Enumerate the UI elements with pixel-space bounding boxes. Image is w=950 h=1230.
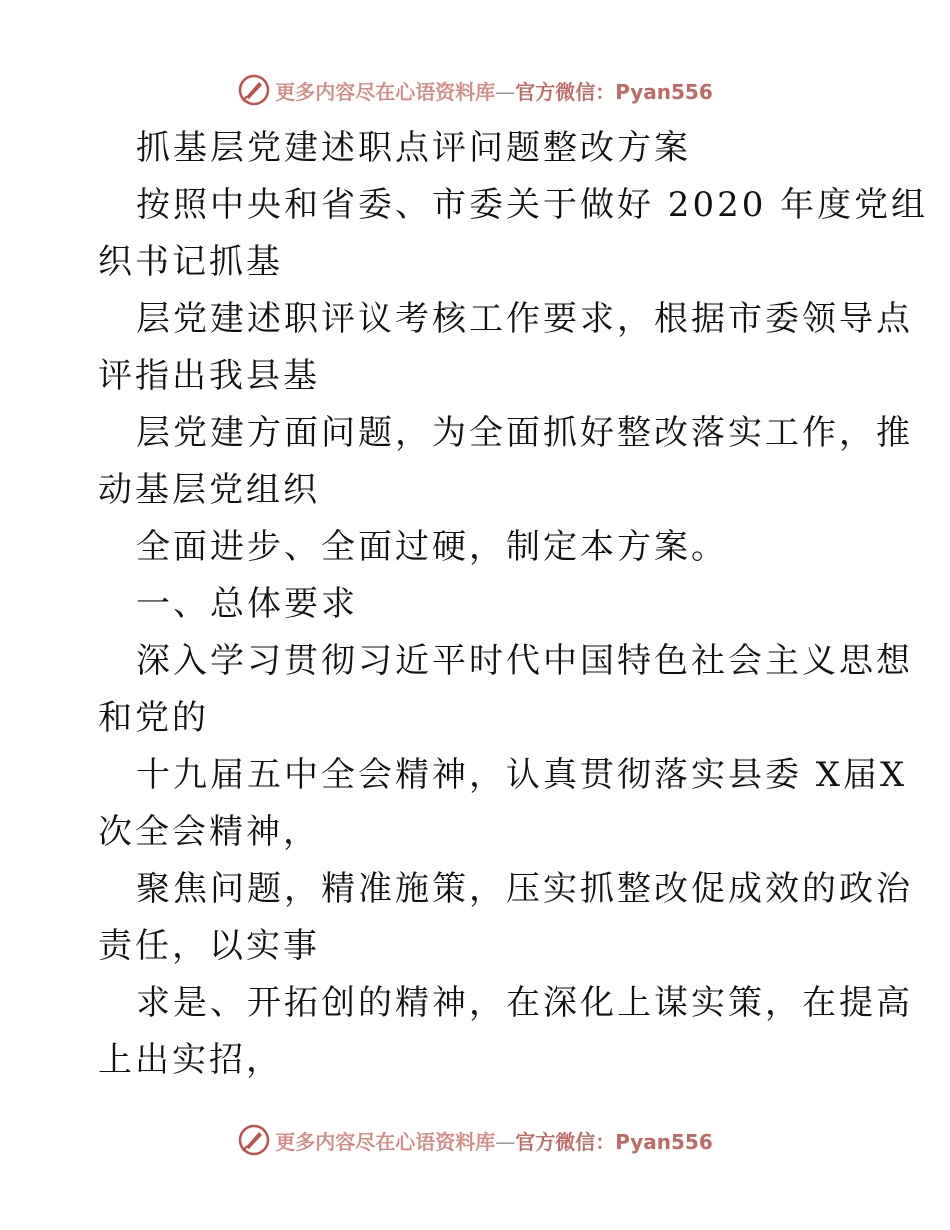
paragraph-line: 动基层党组织 <box>98 470 320 510</box>
watermark-text <box>275 76 713 105</box>
header-watermark <box>0 70 950 110</box>
watermark-separator: — <box>495 1129 516 1154</box>
paragraph-line: 和党的 <box>98 698 209 738</box>
section-heading: 一、总体要求 <box>136 584 358 624</box>
paragraph-line: 按照中央和省委、市委关于做好 2020 年度党组 <box>136 185 929 225</box>
quill-pen-logo-icon <box>237 73 271 107</box>
watermark-prefix: 更多内容尽在心语资料库 <box>275 1129 496 1154</box>
document-body <box>98 120 929 1089</box>
quill-pen-logo-icon <box>237 1123 271 1157</box>
footer-watermark <box>0 1120 950 1160</box>
watermark-prefix: 更多内容尽在心语资料库 <box>275 79 496 104</box>
paragraph-line: 层党建述职评议考核工作要求，根据市委领导点 <box>136 299 913 339</box>
paragraph-line: 上出实招， <box>98 1040 283 1080</box>
paragraph-line: 聚焦问题，精准施策，压实抓整改促成效的政治 <box>136 869 913 909</box>
watermark-suffix: 官方微信：Pyan556 <box>515 79 713 104</box>
paragraph-line: 层党建方面问题，为全面抓好整改落实工作，推 <box>136 413 913 453</box>
paragraph-line: 责任，以实事 <box>98 926 320 966</box>
paragraph-line: 评指出我县基 <box>98 356 320 396</box>
paragraph-line: 全面进步、全面过硬，制定本方案。 <box>136 527 728 567</box>
paragraph-line: 深入学习贯彻习近平时代中国特色社会主义思想 <box>136 641 913 681</box>
document-title: 抓基层党建述职点评问题整改方案 <box>136 128 691 168</box>
watermark-suffix: 官方微信：Pyan556 <box>515 1129 713 1154</box>
paragraph-line: 十九届五中全会精神，认真贯彻落实县委 X届X <box>136 755 908 795</box>
watermark-text <box>275 1126 713 1155</box>
watermark-separator: — <box>495 79 516 104</box>
paragraph-line: 次全会精神， <box>98 812 320 852</box>
paragraph-line: 织书记抓基 <box>98 242 283 282</box>
paragraph-line: 求是、开拓创的精神，在深化上谋实策，在提高 <box>136 983 913 1023</box>
